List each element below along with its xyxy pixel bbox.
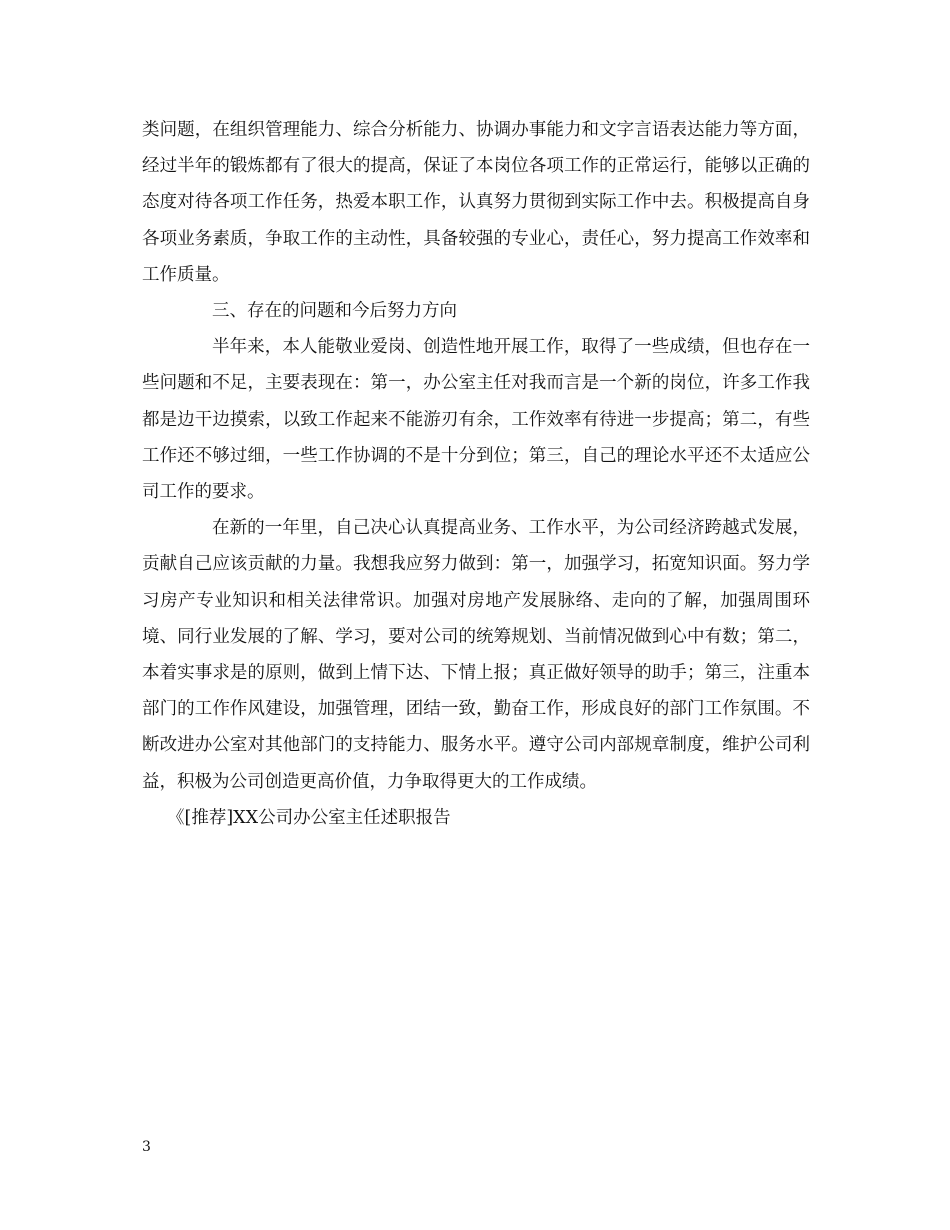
document-title-line: 《[推荐]XX公司办公室主任述职报告 bbox=[167, 807, 451, 828]
section-heading: 三、存在的问题和今后努力方向 bbox=[212, 301, 457, 322]
paragraph-continuation: 类问题，在组织管理能力、综合分析能力、协调办事能力和文字言语表达能力等方面，经过半年的锻炼都有了很大的提高，保证了本岗位各项工作的正常运行，能够以正确的态度对待各项工作任务，热爱本职工作，认真努力贯彻到实际工作中去。积极提高自身各项业务素质，争取工作的主动性，具备较强的专业心，责任心，努力提高工作效率和工作质量。 bbox=[142, 120, 810, 285]
paragraph-plans: 在新的一年里，自己决心认真提高业务、工作水平，为公司经济跨越式发展，贡献自己应该贡献的力量。我想我应努力做到：第一，加强学习，拓宽知识面。努力学习房产专业知识和相关法律常识。加强对房地产发展脉络、走向的了解，加强周围环境、同行业发展的了解、学习，要对公司的统筹规划、当前情况做到心中有数；第二，本着实事求是的原则，做到上情下达、下情上报；真正做好领导的助手；第三，注重本部门的工作作风建设，加强管理，团结一致，勤奋工作，形成良好的部门工作氛围。不断改进办公室对其他部门的支持能力、服务水平。遵守公司内部规章制度，维护公司利益，积极为公司创造更高价值，力争取得更大的工作成绩。 bbox=[142, 518, 810, 792]
document-body bbox=[142, 112, 810, 836]
paragraph-problems: 半年来，本人能敬业爱岗、创造性地开展工作，取得了一些成绩，但也存在一些问题和不足，主要表现在：第一，办公室主任对我而言是一个新的岗位，许多工作我都是边干边摸索，以致工作起来不能游刃有余，工作效率有待进一步提高；第二，有些工作还不够过细，一些工作协调的不是十分到位；第三，自己的理论水平还不太适应公司工作的要求。 bbox=[142, 337, 810, 503]
page-number: 3 bbox=[142, 1139, 151, 1155]
